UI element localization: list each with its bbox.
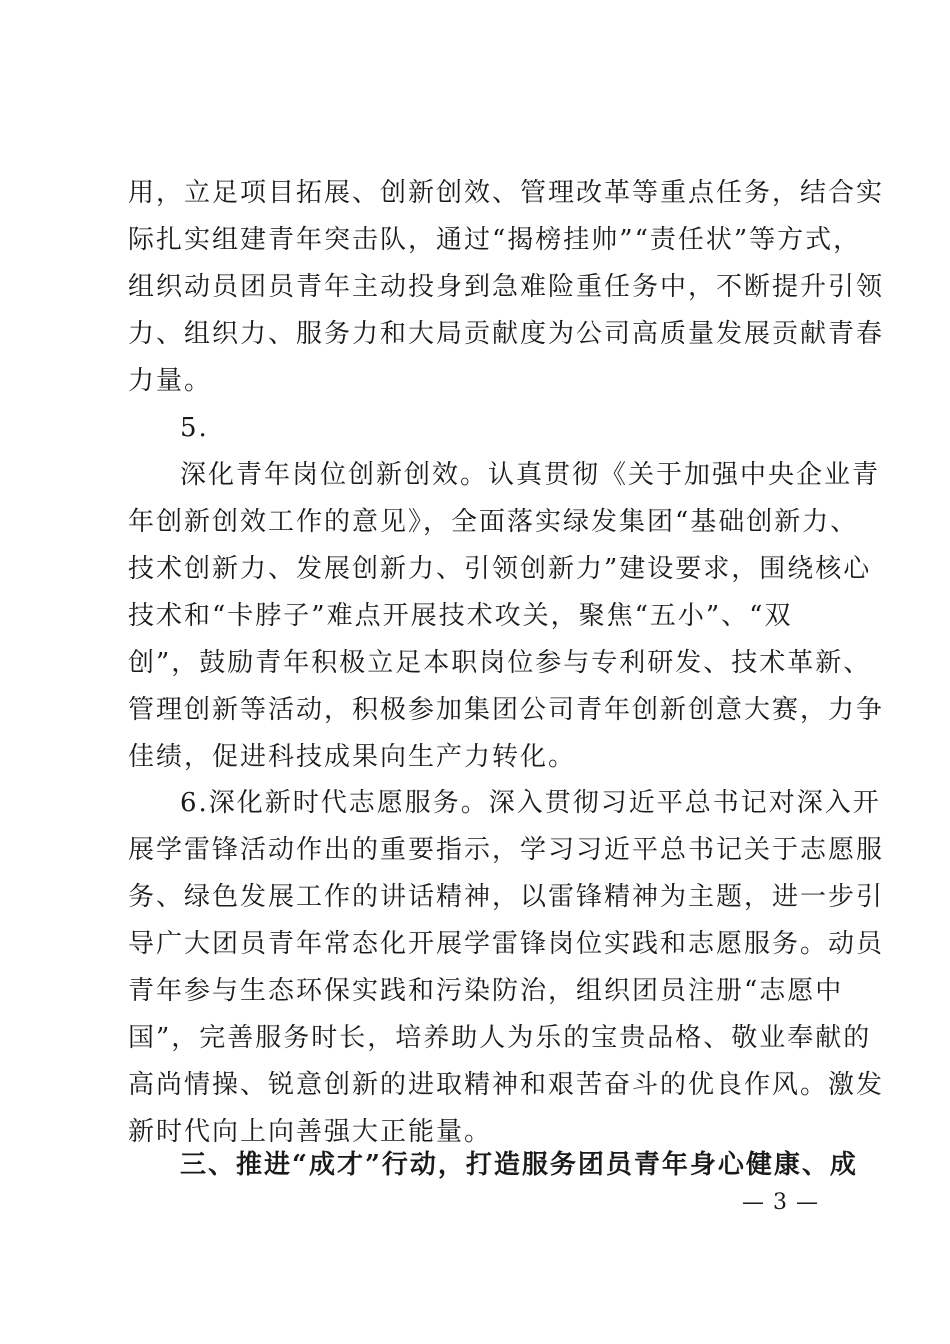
text-line: 青年参与生态环保实践和污染防治，组织团员注册“志愿中: [128, 976, 844, 1006]
text-line: 新时代向上向善强大正能量。: [128, 1117, 493, 1147]
text-line: 用，立足项目拓展、创新创效、管理改革等重点任务，结合实: [128, 178, 885, 208]
text-line: 务、绿色发展工作的讲话精神，以雷锋精神为主题，进一步引: [128, 882, 885, 912]
section-heading: 三、推进“成才”行动，打造服务团员青年身心健康、成: [180, 1150, 858, 1180]
paragraph-innovation: [128, 452, 885, 781]
text-line: 年创新创效工作的意见》，全面落实绿发集团“基础创新力、: [128, 507, 859, 537]
text-line: 导广大团员青年常态化开展学雷锋岗位实践和志愿服务。动员: [128, 929, 885, 959]
text-line: 创”，鼓励青年积极立足本职岗位参与专利研发、技术革新、: [128, 648, 872, 678]
text-line: 力量。: [128, 366, 213, 396]
text-line: 展学雷锋活动作出的重要指示，学习习近平总书记关于志愿服: [128, 835, 885, 865]
text-line: 高尚情操、锐意创新的进取精神和艰苦奋斗的优良作风。激发: [128, 1070, 885, 1100]
text-line: 管理创新等活动，积极参加集团公司青年创新创意大赛，力争: [128, 695, 885, 725]
item-number-5: [128, 405, 822, 452]
text-line: 6.深化新时代志愿服务。深入贯彻习近平总书记对深入开: [180, 788, 881, 818]
text-line: 佳绩，促进科技成果向生产力转化。: [128, 742, 577, 772]
text-line: 国”，完善服务时长，培养助人为乐的宝贵品格、敬业奉献的: [128, 1023, 872, 1053]
page-number: — 3 —: [742, 1190, 819, 1215]
paragraph-continuation: [128, 170, 885, 405]
text-line: 际扎实组建青年突击队，通过“揭榜挂帅”“责任状”等方式，: [128, 225, 862, 255]
text-line: 技术和“卡脖子”难点开展技术攻关，聚焦“五小”、“双: [128, 601, 793, 631]
text-line: 力、组织力、服务力和大局贡献度为公司高质量发展贡献青春: [128, 319, 885, 349]
item-number: 5.: [180, 413, 209, 443]
text-line: 组织动员团员青年主动投身到急难险重任务中，不断提升引领: [128, 272, 885, 302]
text-line: 技术创新力、发展创新力、引领创新力”建设要求，围绕核心: [128, 554, 872, 584]
paragraph-volunteer: [128, 780, 885, 1156]
text-line: 深化青年岗位创新创效。认真贯彻《关于加强中央企业青: [180, 460, 881, 490]
